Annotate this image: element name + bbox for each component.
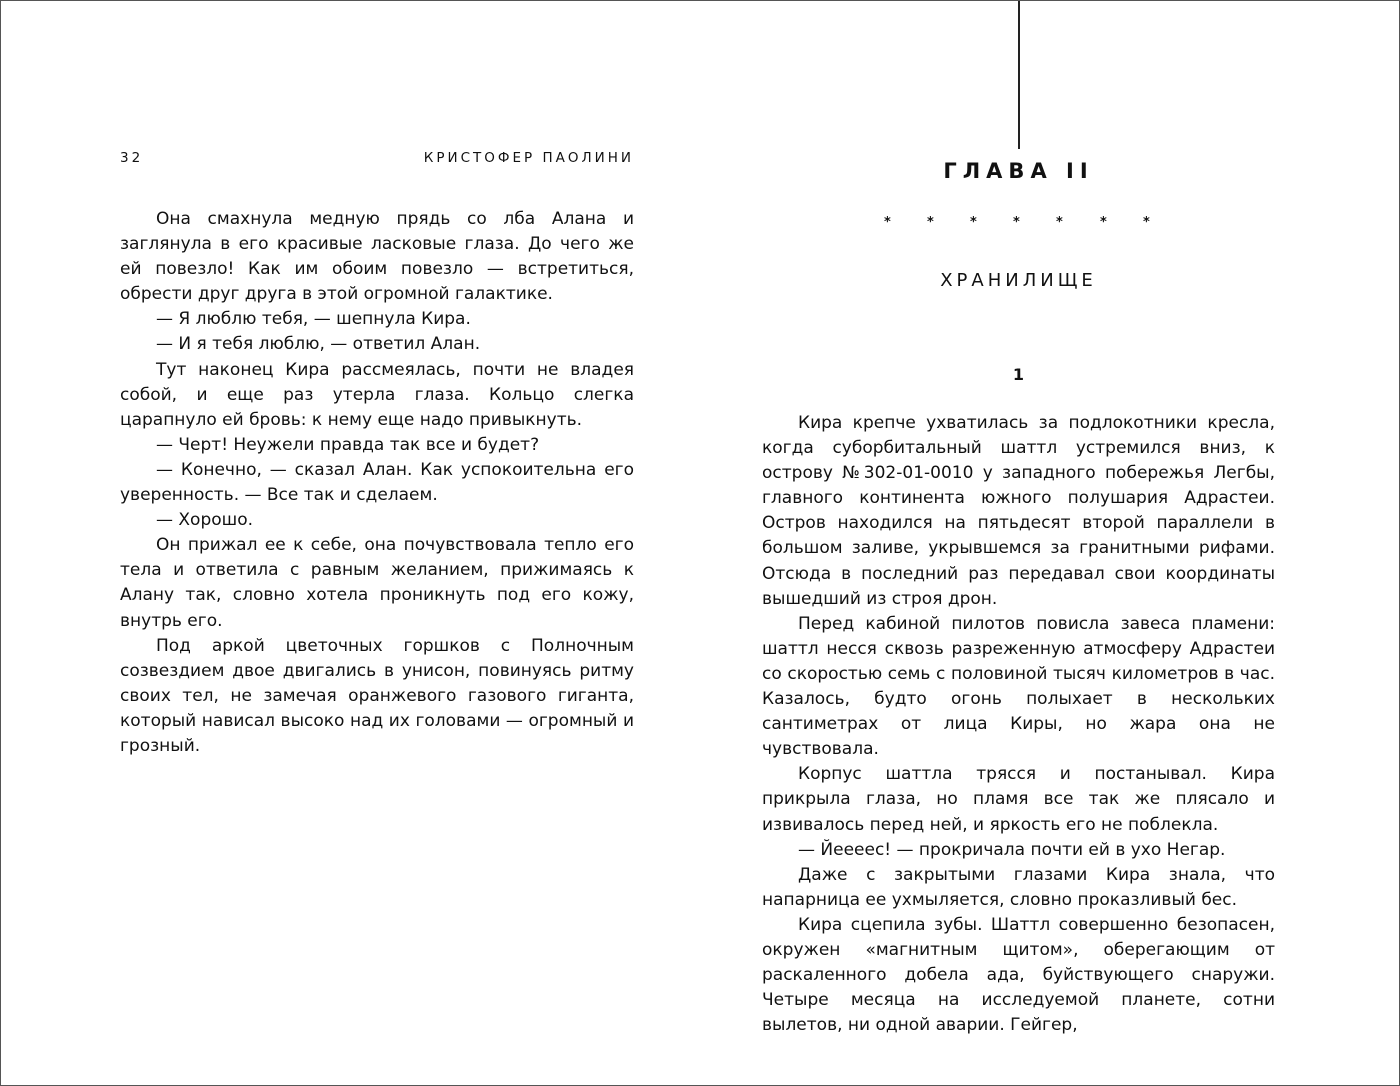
- paragraph: — Йеееес! — прокричала почти ей в ухо Негар.: [798, 839, 1226, 860]
- star-divider: [762, 215, 1275, 235]
- star-ornament: *: [927, 215, 934, 230]
- author-name: КРИСТОФЕР ПАОЛИНИ: [423, 150, 634, 166]
- star-ornament: *: [1100, 215, 1107, 230]
- running-head: [120, 150, 634, 170]
- paragraph: Перед кабиной пилотов повисла завеса пламени: шаттл несся сквозь разреженную атмосферу Адрастеи со скоростью семь с половиной тысяч километров в час. Казалось, будто огонь полыхает в нескольких сантиметрах от лица Киры, но жара она не чувствовала.: [762, 613, 1275, 760]
- right-page: [762, 1, 1275, 1085]
- paragraph: Кира крепче ухватилась за подлокотники кресла, когда суборбитальный шаттл устремился вниз, к острову №302-01-0010 у западного побережья Легбы, главного континента южного полушария Адрастеи. Остров находился на пятьдесят второй параллели в большом заливе, укрывшемся за гранитными рифами. Отсюда в последний раз передавал свои координаты вышедший из строя дрон.: [762, 413, 1275, 609]
- star-ornament: *: [1143, 215, 1150, 230]
- paragraph: Даже с закрытыми глазами Кира знала, что напарница ее ухмыляется, словно проказливый бес.: [762, 864, 1275, 910]
- page-number: 32: [120, 150, 144, 166]
- star-ornament: *: [884, 215, 891, 230]
- star-ornament: *: [1056, 215, 1063, 230]
- paragraph: — Хорошо.: [156, 510, 254, 531]
- paragraph: — Конечно, — сказал Алан. Как успокоительна его уверенность. — Все так и сделаем.: [120, 459, 634, 506]
- paragraph: Тут наконец Кира рассмеялась, почти не владея собой, и еще раз утерла глаза. Кольцо слегка царапнуло ей бровь: к нему еще надо привыкнуть.: [120, 359, 634, 430]
- paragraph: Корпус шаттла трясся и постанывал. Кира прикрыла глаза, но пламя все так же плясало и извивалось перед ней, и яркость его не поблекла.: [762, 764, 1275, 835]
- section-number: 1: [1012, 365, 1025, 384]
- paragraph: — И я тебя люблю, — ответил Алан.: [156, 334, 481, 355]
- paragraph: Она смахнула медную прядь со лба Алана и заглянула в его красивые ласковые глаза. До чего же ей повезло! Как им обоим повезло — встретиться, обрести друг друга в этой огромной галактике.: [120, 209, 634, 305]
- right-body-text: [762, 411, 1275, 1038]
- left-body-text: [120, 207, 634, 759]
- chapter-title: ХРАНИЛИЩЕ: [940, 270, 1097, 291]
- paragraph: Он прижал ее к себе, она почувствовала тепло его тела и ответила с равным желанием, прижимаясь к Алану так, словно хотела проникнуть под его кожу, внутрь его.: [120, 535, 634, 631]
- star-ornament: *: [1013, 215, 1020, 230]
- star-ornament: *: [970, 215, 977, 230]
- paragraph: Кира сцепила зубы. Шаттл совершенно безопасен, окружен «магнитным щитом», оберегающим от раскаленного добела ада, буйствующего снаружи. Четыре месяца на исследуемой планете, сотни вылетов, ни одной аварии. Гейгер,: [762, 914, 1275, 1036]
- paragraph: — Я люблю тебя, — шепнула Кира.: [156, 309, 471, 330]
- paragraph: — Черт! Неужели правда так все и будет?: [156, 434, 540, 455]
- chapter-heading: ГЛАВА II: [943, 159, 1094, 183]
- left-page: [120, 1, 634, 1085]
- paragraph: Под аркой цветочных горшков с Полночным созвездием двое двигались в унисон, повинуясь ритму своих тел, не замечая оранжевого газового гиганта, который нависал высоко над их головами — огромный и грозный.: [120, 635, 634, 756]
